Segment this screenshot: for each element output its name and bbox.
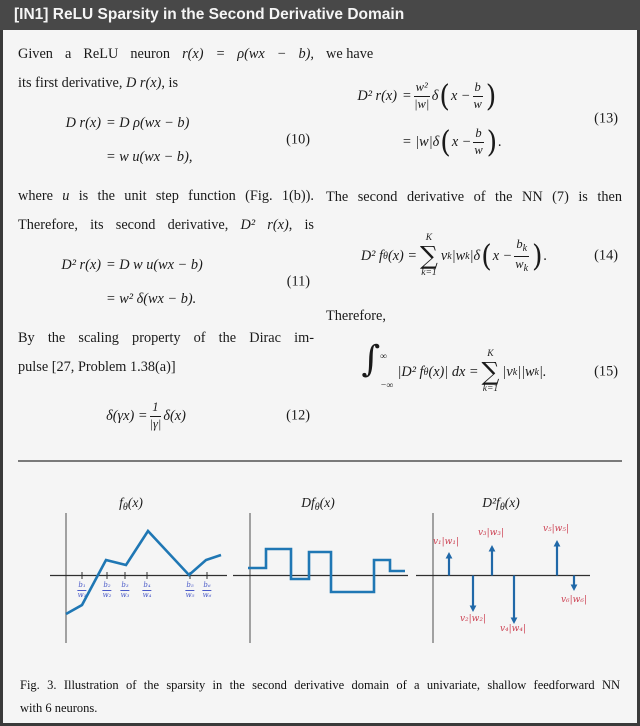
- big-paren: (: [440, 124, 451, 160]
- caption-line: with 6 neurons.: [20, 701, 98, 715]
- subscript: k: [534, 366, 539, 378]
- paragraph-line: [18, 40, 314, 69]
- text-run: where: [18, 188, 63, 204]
- big-paren: (: [439, 78, 450, 114]
- subscript: k: [465, 250, 470, 262]
- tick-label: b₄ w₄: [142, 580, 152, 599]
- equation-lhs: D² r(x): [61, 257, 101, 273]
- paragraph-line: [18, 211, 314, 240]
- integral-glyph: ∫: [361, 338, 381, 380]
- left-column: [18, 40, 314, 440]
- sigma-glyph: ∑: [481, 357, 500, 387]
- figure-overlay: [0, 488, 640, 660]
- subscript: θ: [423, 366, 429, 378]
- paragraph-line: pulse [27, Problem 1.38(a)]: [18, 359, 176, 375]
- equation-15: ∫ ∞ −∞ |D² f θ (x)| dx = K ∑ k=1 |v k ||w k |. (15): [326, 343, 622, 401]
- equation-number: (10): [286, 131, 310, 148]
- big-paren: ): [486, 124, 498, 160]
- subscript: k: [447, 250, 452, 262]
- infobox-header: [0, 0, 640, 30]
- tick-label: b₆ w₆: [202, 580, 212, 599]
- equation-11: [18, 248, 314, 316]
- equation-13: [326, 73, 622, 165]
- impulse-label: v₅|w₅|: [542, 524, 570, 534]
- impulse-label: v₃|w₃|: [477, 528, 505, 538]
- caption-line: Fig. 3. Illustration of the sparsity in the second derivative domain of a univariate, shallow feedforward NN: [20, 678, 620, 692]
- infobox-title: [IN1] ReLU Sparsity in the Second Derivative Domain: [14, 6, 405, 23]
- right-column: [326, 40, 622, 401]
- tick-label: b₅ w₅: [185, 580, 195, 599]
- inline-math: D r(x): [126, 75, 162, 91]
- equation-rhs: = w u(wx − b),: [106, 149, 193, 165]
- paragraph-line: The second derivative of the NN (7) is then: [326, 189, 622, 205]
- tick-label: b₁ w₁: [77, 580, 87, 599]
- equation-number: (11): [286, 273, 310, 290]
- summation: K ∑ k=1: [481, 349, 500, 394]
- fraction: $\frac{\text{w²}}{|w|}$: [414, 79, 430, 111]
- plot-title-f: $f_\theta(x)$: [119, 495, 143, 513]
- fraction: $\frac{b}{w}$: [474, 125, 483, 157]
- plot-title-df: $Df_\theta(x)$: [301, 495, 335, 513]
- impulse-label: v₄|w₄|: [499, 624, 527, 634]
- equation-14: D² f θ (x) = K ∑ k=1 v k |w k |δ ( x − $\frac{b_k}{w_k}$ ) . (14): [360, 233, 618, 278]
- equation-number: (15): [594, 363, 618, 380]
- equation-rhs: δ(x): [163, 407, 186, 424]
- paragraph-line: Therefore,: [326, 308, 386, 324]
- equation-rhs: = D ρ(wx − b): [106, 115, 190, 131]
- paragraph-line: By the scaling property of the Dirac im-: [18, 330, 314, 346]
- impulse-label: v₁|w₁|: [432, 537, 460, 547]
- fraction: $\frac{b_k}{w_k}$: [515, 237, 529, 274]
- tick-label: b₃ w₃: [120, 580, 130, 599]
- equation-lhs: D² r(x): [357, 87, 397, 104]
- tick-label: b₂ w₂: [102, 580, 112, 599]
- big-paren: ): [532, 238, 543, 274]
- text-run: Given a ReLU neuron: [18, 46, 183, 62]
- section-divider: [18, 460, 622, 462]
- equation-number: (12): [286, 407, 310, 424]
- impulse-label: v₂|w₂|: [459, 614, 487, 624]
- inline-math: r(x) = ρ(wx − b),: [182, 46, 314, 62]
- equation-rhs: = $\frac{\text{w²}}{|w|}$ δ ( x − $\frac{b}{w}$ ): [402, 78, 497, 114]
- equation-12: [18, 392, 314, 440]
- equation-10: [18, 106, 314, 174]
- inline-math: D² r(x): [240, 217, 289, 233]
- integral: ∫ ∞ −∞: [361, 342, 393, 403]
- equation-rhs: = w² δ(wx − b).: [106, 291, 197, 307]
- sigma-glyph: ∑: [420, 241, 438, 271]
- fraction: $\frac{b}{w}$: [473, 79, 482, 111]
- figure-caption: [20, 674, 620, 720]
- equation-lhs: D r(x): [65, 115, 101, 131]
- figure-3: [0, 488, 640, 660]
- equation-number: (13): [594, 110, 618, 127]
- text-run: its first derivative,: [18, 75, 126, 91]
- paragraph-line: [18, 182, 314, 211]
- subscript: θ: [383, 250, 388, 262]
- summation: K ∑ k=1: [420, 233, 438, 278]
- text-run: is the unit step function (Fig. 1(b)).: [69, 188, 315, 204]
- equation-number: (14): [594, 247, 618, 264]
- paragraph-line: we have: [326, 46, 374, 62]
- equation-rhs: = D w u(wx − b): [106, 257, 203, 273]
- text-run: , is: [161, 75, 179, 91]
- text-run: , is: [288, 217, 314, 233]
- subscript: k: [512, 366, 518, 378]
- paragraph-line: [18, 69, 314, 98]
- equation-lhs: δ(γx) =: [106, 407, 148, 424]
- text-run: Therefore, its second derivative,: [18, 217, 241, 233]
- plot-title-d2f: $D^2f_\theta(x)$: [482, 495, 520, 513]
- impulse-label: v₆|w₆|: [560, 595, 588, 605]
- fraction: $\frac{1}{|\gamma|}$: [149, 399, 162, 431]
- inline-math: u: [62, 188, 70, 204]
- equation-rhs: = |w|δ ( x − $\frac{b}{w}$ ) .: [402, 124, 502, 160]
- big-paren: ): [485, 78, 497, 114]
- big-paren: (: [481, 238, 492, 274]
